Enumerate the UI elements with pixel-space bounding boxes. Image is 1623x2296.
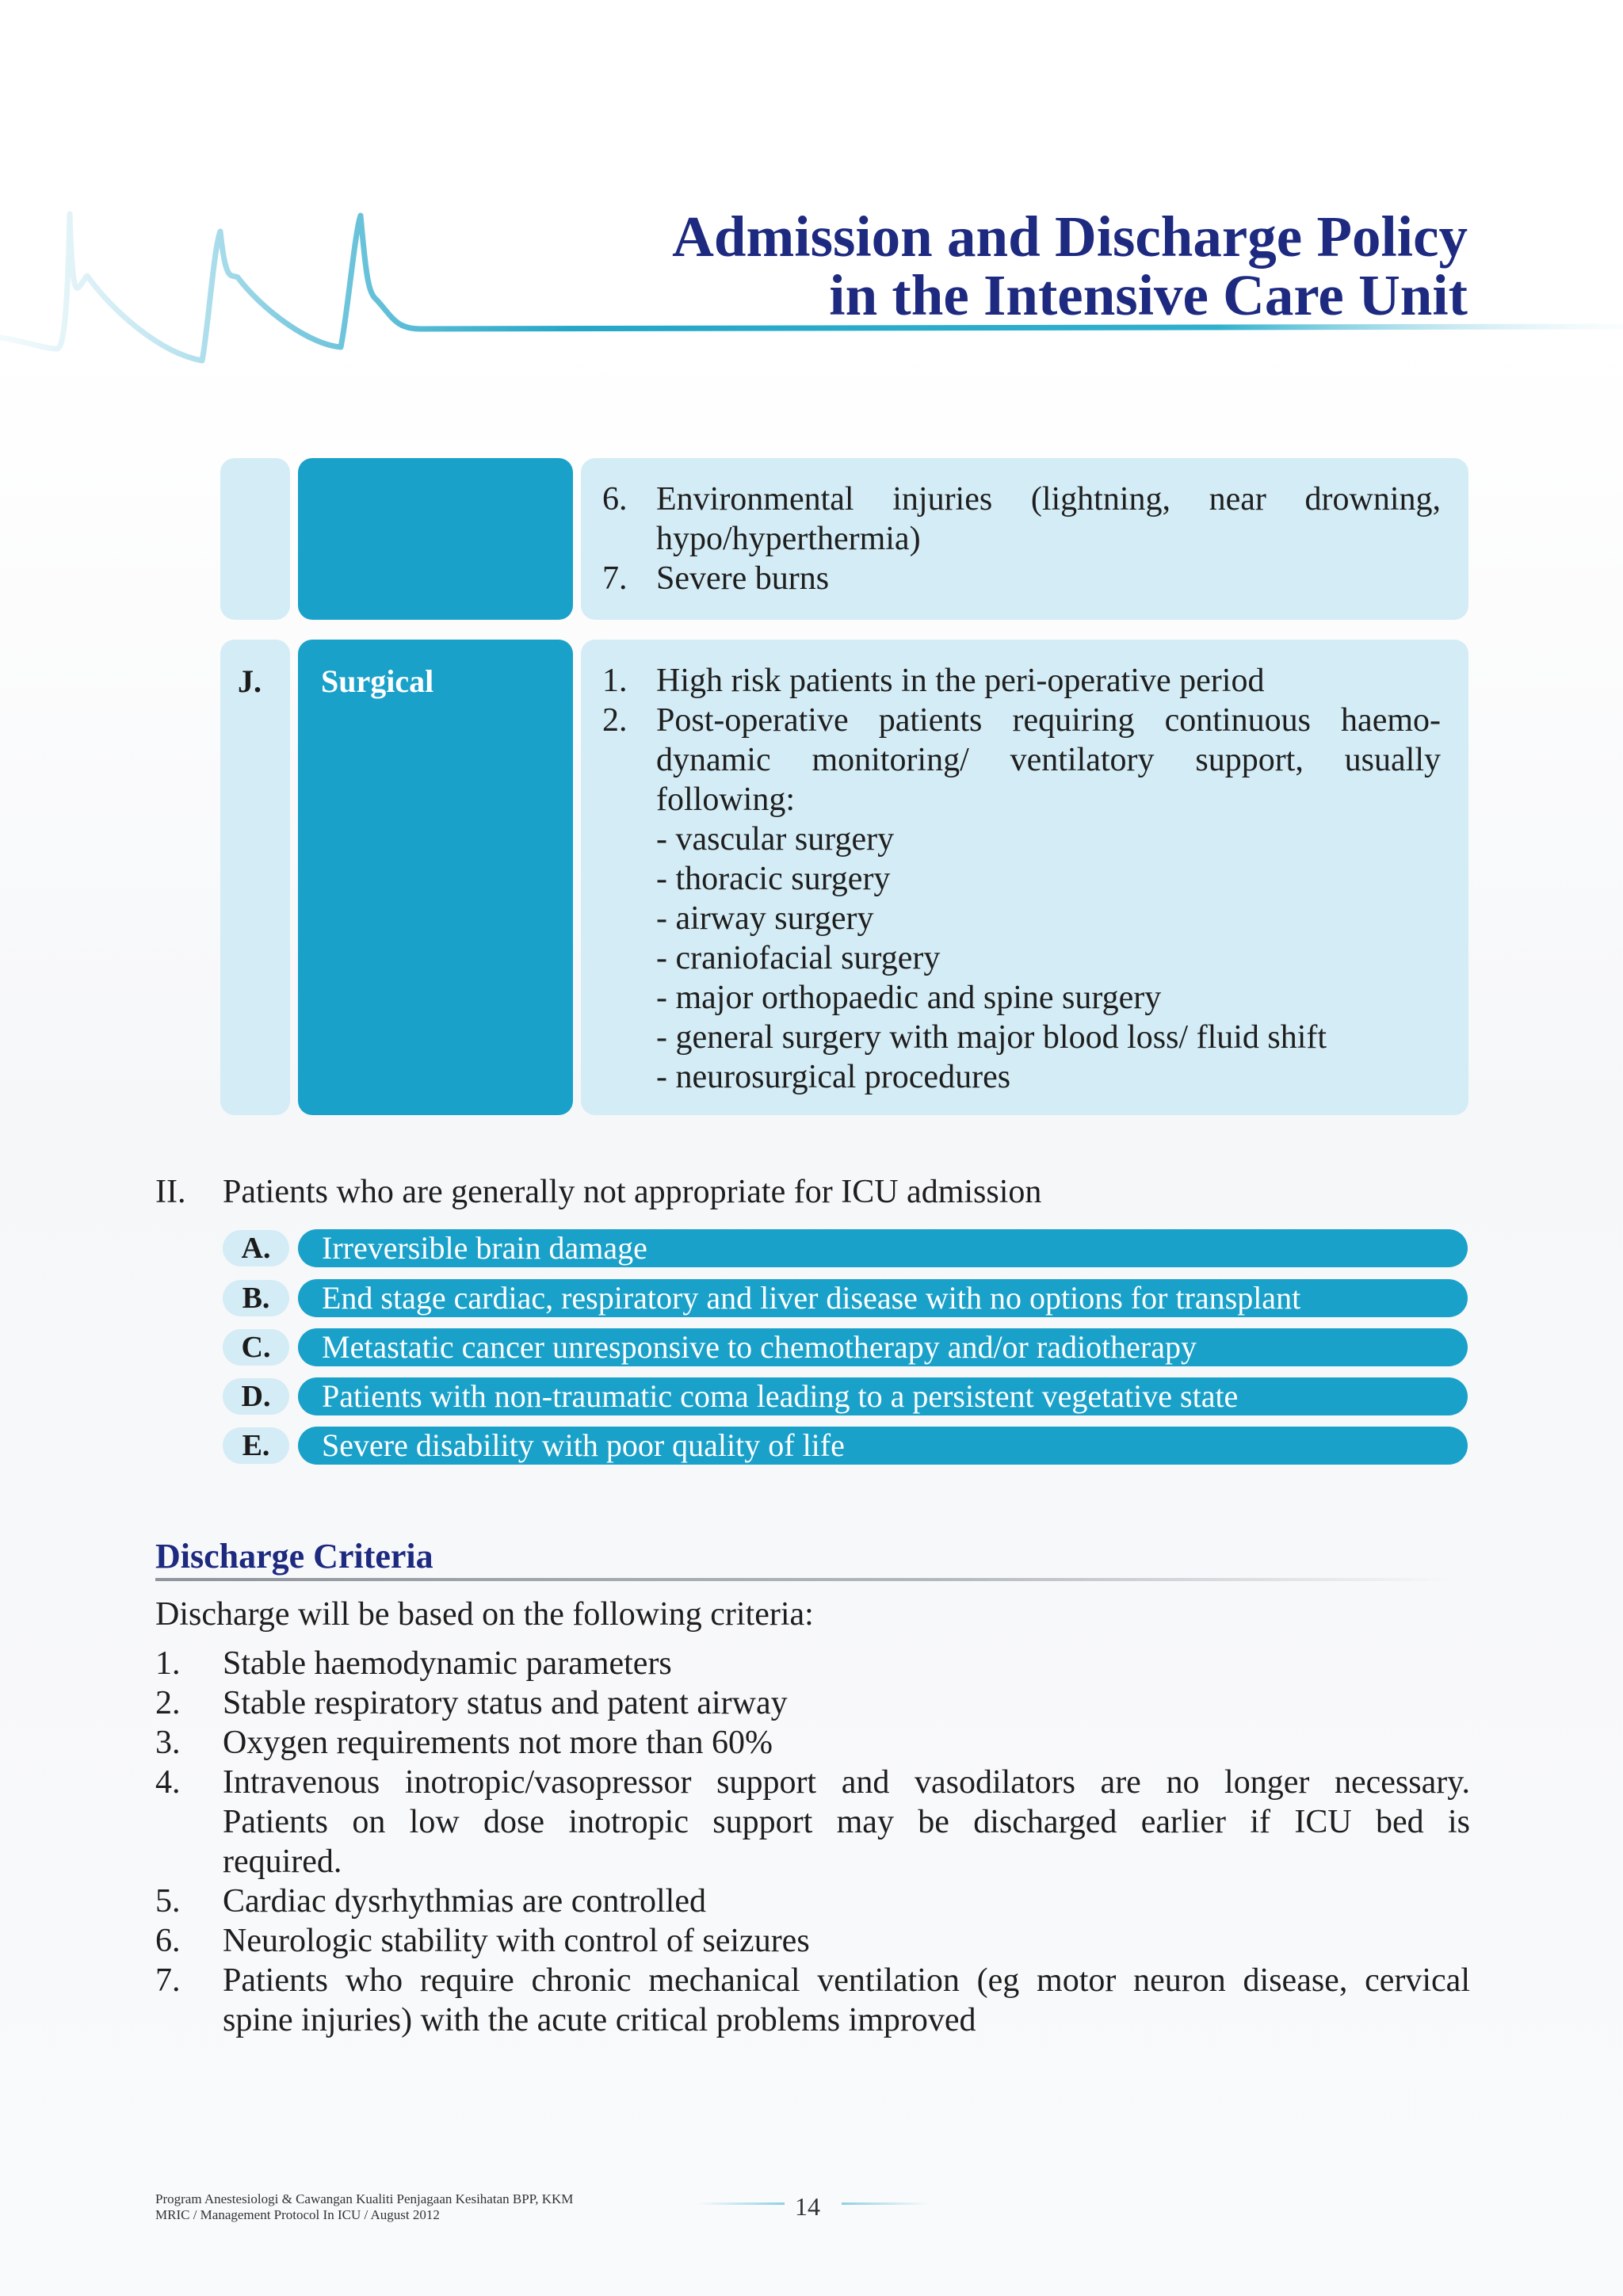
surgical-letter: J.: [238, 663, 262, 699]
list-item-text: hypo/hyperthermia): [656, 521, 921, 557]
list-item-number: 3.: [155, 1725, 181, 1761]
list-item-number: 6.: [602, 481, 628, 518]
section-numeral: II.: [155, 1174, 186, 1210]
footer-divider-left: [697, 2202, 785, 2205]
title-line-2: in the Intensive Care Unit: [829, 263, 1468, 327]
sub-list-item: - neurosurgical procedures: [656, 1059, 1011, 1095]
list-item-number: 2.: [602, 702, 628, 739]
exclusion-letter-badge: D.: [223, 1378, 289, 1415]
continued-number-cell: [220, 458, 290, 620]
list-item-text: Post-operative patients requiring continuous haemo-: [656, 702, 1441, 739]
discharge-criteria-heading: Discharge Criteria: [155, 1537, 433, 1576]
list-item-text: High risk patients in the peri-operative period: [656, 663, 1265, 699]
list-item-number: 6.: [155, 1923, 181, 1959]
exclusion-item: Patients with non-traumatic coma leading to a persistent vegetative state: [298, 1377, 1468, 1415]
exclusion-item: Irreversible brain damage: [298, 1229, 1468, 1267]
sub-list-item: - thoracic surgery: [656, 861, 891, 897]
continued-category-cell: [298, 458, 573, 620]
footer-document-info: MRIC / Management Protocol In ICU / August 2012: [155, 2207, 440, 2222]
discharge-intro: Discharge will be based on the following criteria:: [155, 1596, 814, 1633]
exclusion-letter-badge: B.: [223, 1280, 289, 1316]
section-heading: Patients who are generally not appropriate for ICU admission: [223, 1174, 1042, 1210]
exclusion-item: Severe disability with poor quality of life: [298, 1427, 1468, 1465]
list-item-text: Severe burns: [656, 560, 830, 597]
list-item-number: 1.: [155, 1645, 181, 1682]
list-item-text: Neurologic stability with control of seizures: [223, 1923, 810, 1959]
list-item-text: required.: [223, 1843, 342, 1880]
list-item-number: 7.: [155, 1962, 181, 1999]
list-item-text: Patients who require chronic mechanical ventilation (eg motor neuron disease, cervical: [223, 1962, 1470, 1999]
list-item-number: 4.: [155, 1764, 181, 1801]
list-item-text: following:: [656, 781, 795, 818]
exclusion-letter-badge: E.: [223, 1427, 289, 1464]
exclusion-item: End stage cardiac, respiratory and liver disease with no options for transplant: [298, 1279, 1468, 1317]
surgical-category-cell: [298, 640, 573, 1115]
list-item-text: Cardiac dysrhythmias are controlled: [223, 1883, 706, 1920]
footer-divider-right: [842, 2202, 929, 2205]
sub-list-item: - craniofacial surgery: [656, 940, 941, 976]
list-item-number: 5.: [155, 1883, 181, 1920]
exclusion-letter-badge: A.: [223, 1230, 289, 1266]
list-item-text: Stable respiratory status and patent airway: [223, 1685, 788, 1721]
list-item-number: 1.: [602, 663, 628, 699]
list-item-text: spine injuries) with the acute critical problems improved: [223, 2002, 976, 2038]
page-title: [672, 204, 1468, 327]
list-item-text: dynamic monitoring/ ventilatory support, usually: [656, 742, 1441, 778]
list-item-number: 2.: [155, 1685, 181, 1721]
list-item-text: Patients on low dose inotropic support may be discharged earlier if ICU bed is: [223, 1804, 1470, 1840]
sub-list-item: - airway surgery: [656, 900, 874, 937]
page-number: 14: [795, 2192, 820, 2221]
surgical-category-label: Surgical: [321, 663, 434, 699]
list-item-number: 7.: [602, 560, 628, 597]
footer-publisher: Program Anestesiologi & Cawangan Kualiti Penjagaan Kesihatan BPP, KKM: [155, 2191, 574, 2206]
list-item-text: Intravenous inotropic/vasopressor support and vasodilators are no longer necessary.: [223, 1764, 1470, 1801]
surgical-letter-cell: [220, 640, 290, 1115]
list-item-text: Stable haemodynamic parameters: [223, 1645, 672, 1682]
sub-list-item: - vascular surgery: [656, 821, 895, 858]
title-line-1: Admission and Discharge Policy: [672, 204, 1468, 269]
section-divider: [155, 1578, 1455, 1581]
sub-list-item: - general surgery with major blood loss/ fluid shift: [656, 1019, 1327, 1056]
exclusion-item: Metastatic cancer unresponsive to chemotherapy and/or radiotherapy: [298, 1328, 1468, 1366]
sub-list-item: - major orthopaedic and spine surgery: [656, 980, 1162, 1016]
list-item-text: Oxygen requirements not more than 60%: [223, 1725, 773, 1761]
exclusion-letter-badge: C.: [223, 1329, 289, 1366]
list-item-text: Environmental injuries (lightning, near drowning,: [656, 481, 1441, 518]
